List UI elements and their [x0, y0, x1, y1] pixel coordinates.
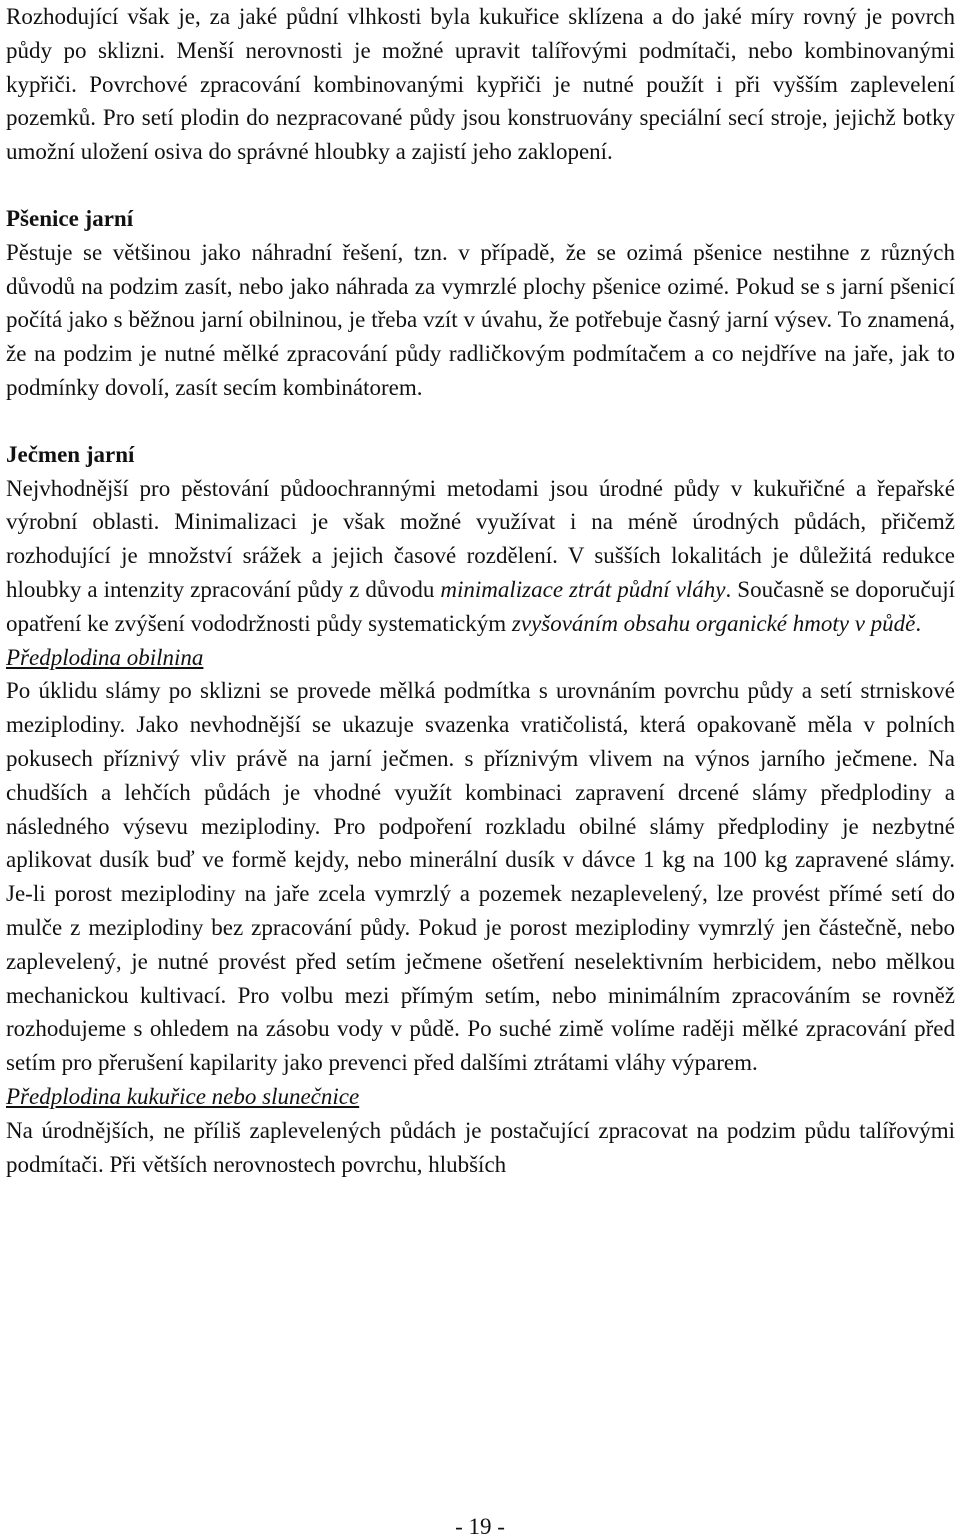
subheading-predplodina-kukurice: Předplodina kukuřice nebo slunečnice: [6, 1083, 360, 1109]
section-heading-jecmen: Ječmen jarní: [6, 441, 135, 467]
document-page: [6, 0, 955, 1181]
kukurice-paragraph: Na úrodnějších, ne příliš zaplevelených půdách je postačující zpracovat na podzim půdu talířovými podmítači. Při větších nerovnostech povrchu, hlubších: [6, 1117, 955, 1177]
jecmen-emphasis-1: minimalizace ztrát půdní vláhy: [440, 576, 726, 602]
jecmen-emphasis-2: zvyšováním obsahu organické hmoty v půdě: [511, 610, 916, 636]
section-heading-psenice: Pšenice jarní: [6, 205, 134, 231]
spacer: [6, 169, 955, 202]
page-number: - 19 -: [455, 1514, 505, 1539]
subheading-predplodina-obilnina: Předplodina obilnina: [6, 644, 204, 670]
jecmen-text-c: .: [915, 610, 922, 636]
jecmen-text-a: Nejvhodnější pro pěstování půdoochrannými metodami jsou úrodné půdy v kukuřičné a řepařské výrobní oblasti. Minimalizaci je však možné využívat i na méně úrodných půdách, přičemž rozhodující je množství srážek a jejich časové rozdělení. V sušších lokalitách je důležitá redukce hloubky a intenzity zpracování půdy z důvodu: [6, 475, 955, 602]
jecmen-paragraph: [6, 472, 955, 641]
obilnina-paragraph: Po úklidu slámy po sklizni se provede mělká podmítka s urovnáním povrchu půdy a setí strniskové meziplodiny. Jako nevhodnější se ukazuje svazenka vratičolistá, která opakovaně měla v polních pokusech příznivý vliv právě na jarní ječmen. s příznivým vlivem na výnos jarního ječmene. Na chudších a lehčích půdách je vhodné využít kombinaci zapravení drcené slámy předplodiny a následného výsevu meziplodiny. Pro podpoření rozkladu obilné slámy předplodiny je nezbytné aplikovat dusík buď ve formě kejdy, nebo minerální dusík v dávce 1 kg na 100 kg zapravené slámy. Je-li porost meziplodiny na jaře zcela vymrzlý a pozemek nezaplevelený, lze provést přímé setí do mulče z meziplodiny bez zpracování půdy. Pokud je porost meziplodiny vymrzlý jen částečně, nebo zaplevelený, je nutné provést před setím ječmene ošetření neselektivním herbicidem, nebo mělkou mechanickou kultivací. Pro volbu mezi přímým setím, nebo minimálním zpracováním se rovněž rozhodujeme s ohledem na zásobu vody v půdě. Po suché zimě volíme raději mělké zpracování před setím pro přerušení kapilarity jako prevenci před dalšími ztrátami vláhy výparem.: [6, 678, 955, 1076]
intro-paragraph: Rozhodující však je, za jaké půdní vlhkosti byla kukuřice sklízena a do jaké míry rovný je povrch půdy po sklizni. Menší nerovnosti je možné upravit talířovými podmítači, nebo kombinovanými kypřiči. Povrchové zpracování kombinovanými kypřiči je nutné použít i při vyšším zaplevelení pozemků. Pro setí plodin do nezpracované půdy jsou konstruovány speciální secí stroje, jejichž botky umožní uložení osiva do správné hloubky a zajistí jeho zaklopení.: [6, 4, 955, 165]
jecmen-text-b: . Současně se doporučují opatření ke zvýšení vododržnosti půdy systematickým: [6, 576, 956, 636]
psenice-paragraph: Pěstuje se většinou jako náhradní řešení, tzn. v případě, že se ozimá pšenice nestihne z různých důvodů na podzim zasít, nebo jako náhrada za vymrzlé plochy pšenice ozimé. Pokud se s jarní pšenicí počítá jako s běžnou jarní obilninou, je třeba vzít v úvahu, že potřebuje časný jarní výsev. To znamená, že na podzim je nutné mělké zpracování půdy radličkovým podmítačem a co nejdříve na jaře, jak to podmínky dovolí, zasít secím kombinátorem.: [6, 239, 955, 400]
spacer: [6, 405, 955, 438]
